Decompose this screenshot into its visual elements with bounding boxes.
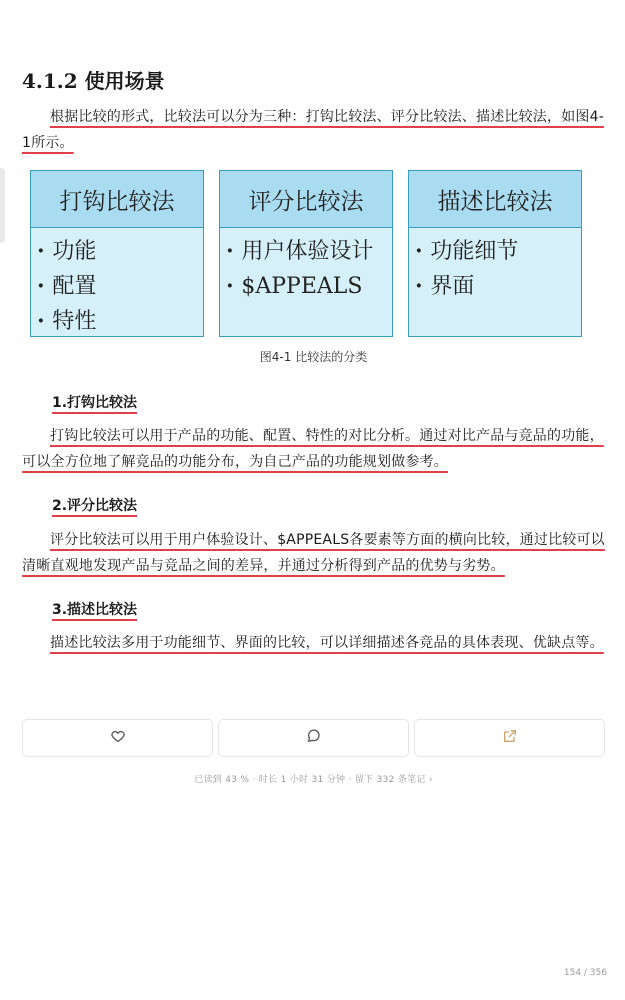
share-button[interactable] — [414, 719, 605, 757]
subsection-title-2 — [52, 494, 137, 518]
comment-icon — [306, 728, 322, 748]
intro-text[interactable]: 根据比较的形式，比较法可以分为三种：打钩比较法、评分比较法、描述比较法，如图4-1所示。 — [22, 109, 604, 151]
heart-icon — [110, 728, 126, 748]
figure-list-item: · 功能细节 — [415, 234, 581, 269]
share-icon — [502, 728, 518, 748]
comment-button[interactable] — [218, 719, 409, 757]
figure-box-describe — [408, 170, 582, 337]
figure-list-item: · 用户体验设计 — [226, 234, 392, 269]
subsection-title-text[interactable]: 3.描述比较法 — [52, 602, 138, 618]
figure-comparison-types — [30, 170, 583, 339]
subsection-title-3 — [52, 598, 137, 622]
edge-handle[interactable] — [0, 168, 5, 243]
figure-list-item: · 配置 — [37, 269, 203, 304]
subsection-paragraph-1 — [22, 423, 605, 475]
subsection-text[interactable]: 评分比较法可以用于用户体验设计、$APPEALS各要素等方面的横向比较，通过比较可以清晰直观地发现产品与竞品之间的差异，并通过分析得到产品的优势与劣势。 — [22, 532, 605, 574]
reading-status[interactable]: 已读到 43 % · 时长 1 小时 31 分钟 · 留下 332 条笔记 › — [194, 775, 433, 785]
intro-paragraph — [22, 104, 605, 156]
page-number: 154 / 356 — [563, 968, 607, 978]
figure-box-title: 评分比较法 — [220, 171, 392, 228]
subsection-text[interactable]: 描述比较法多用于功能细节、界面的比较，可以详细描述各竞品的具体表现、优缺点等。 — [50, 635, 604, 651]
figure-list-item: · $APPEALS — [226, 269, 392, 304]
figure-box-list — [409, 228, 581, 304]
subsection-paragraph-2 — [22, 527, 605, 579]
figure-list-item: · 功能 — [37, 234, 203, 269]
action-bar — [22, 719, 605, 757]
figure-list-item: · 界面 — [415, 269, 581, 304]
figure-box-list — [31, 228, 203, 339]
figure-box-check — [30, 170, 204, 337]
figure-list-item: · 特性 — [37, 304, 203, 339]
figure-box-title: 打钩比较法 — [31, 171, 203, 228]
subsection-title-text[interactable]: 1.打钩比较法 — [52, 395, 138, 411]
subsection-title-text[interactable]: 2.评分比较法 — [52, 498, 138, 514]
figure-box-score — [219, 170, 393, 337]
subsection-paragraph-3 — [22, 630, 605, 656]
subsection-text[interactable]: 打钩比较法可以用于产品的功能、配置、特性的对比分析。通过对比产品与竞品的功能，可以全方位地了解竞品的功能分布，为自己产品的功能规划做参考。 — [22, 428, 604, 470]
figure-box-list — [220, 228, 392, 304]
subsection-title-1 — [52, 391, 137, 415]
like-button[interactable] — [22, 719, 213, 757]
figure-caption: 图4-1 比较法的分类 — [259, 350, 368, 364]
figure-box-title: 描述比较法 — [409, 171, 581, 228]
section-title: 4.1.2 使用场景 — [22, 69, 165, 93]
